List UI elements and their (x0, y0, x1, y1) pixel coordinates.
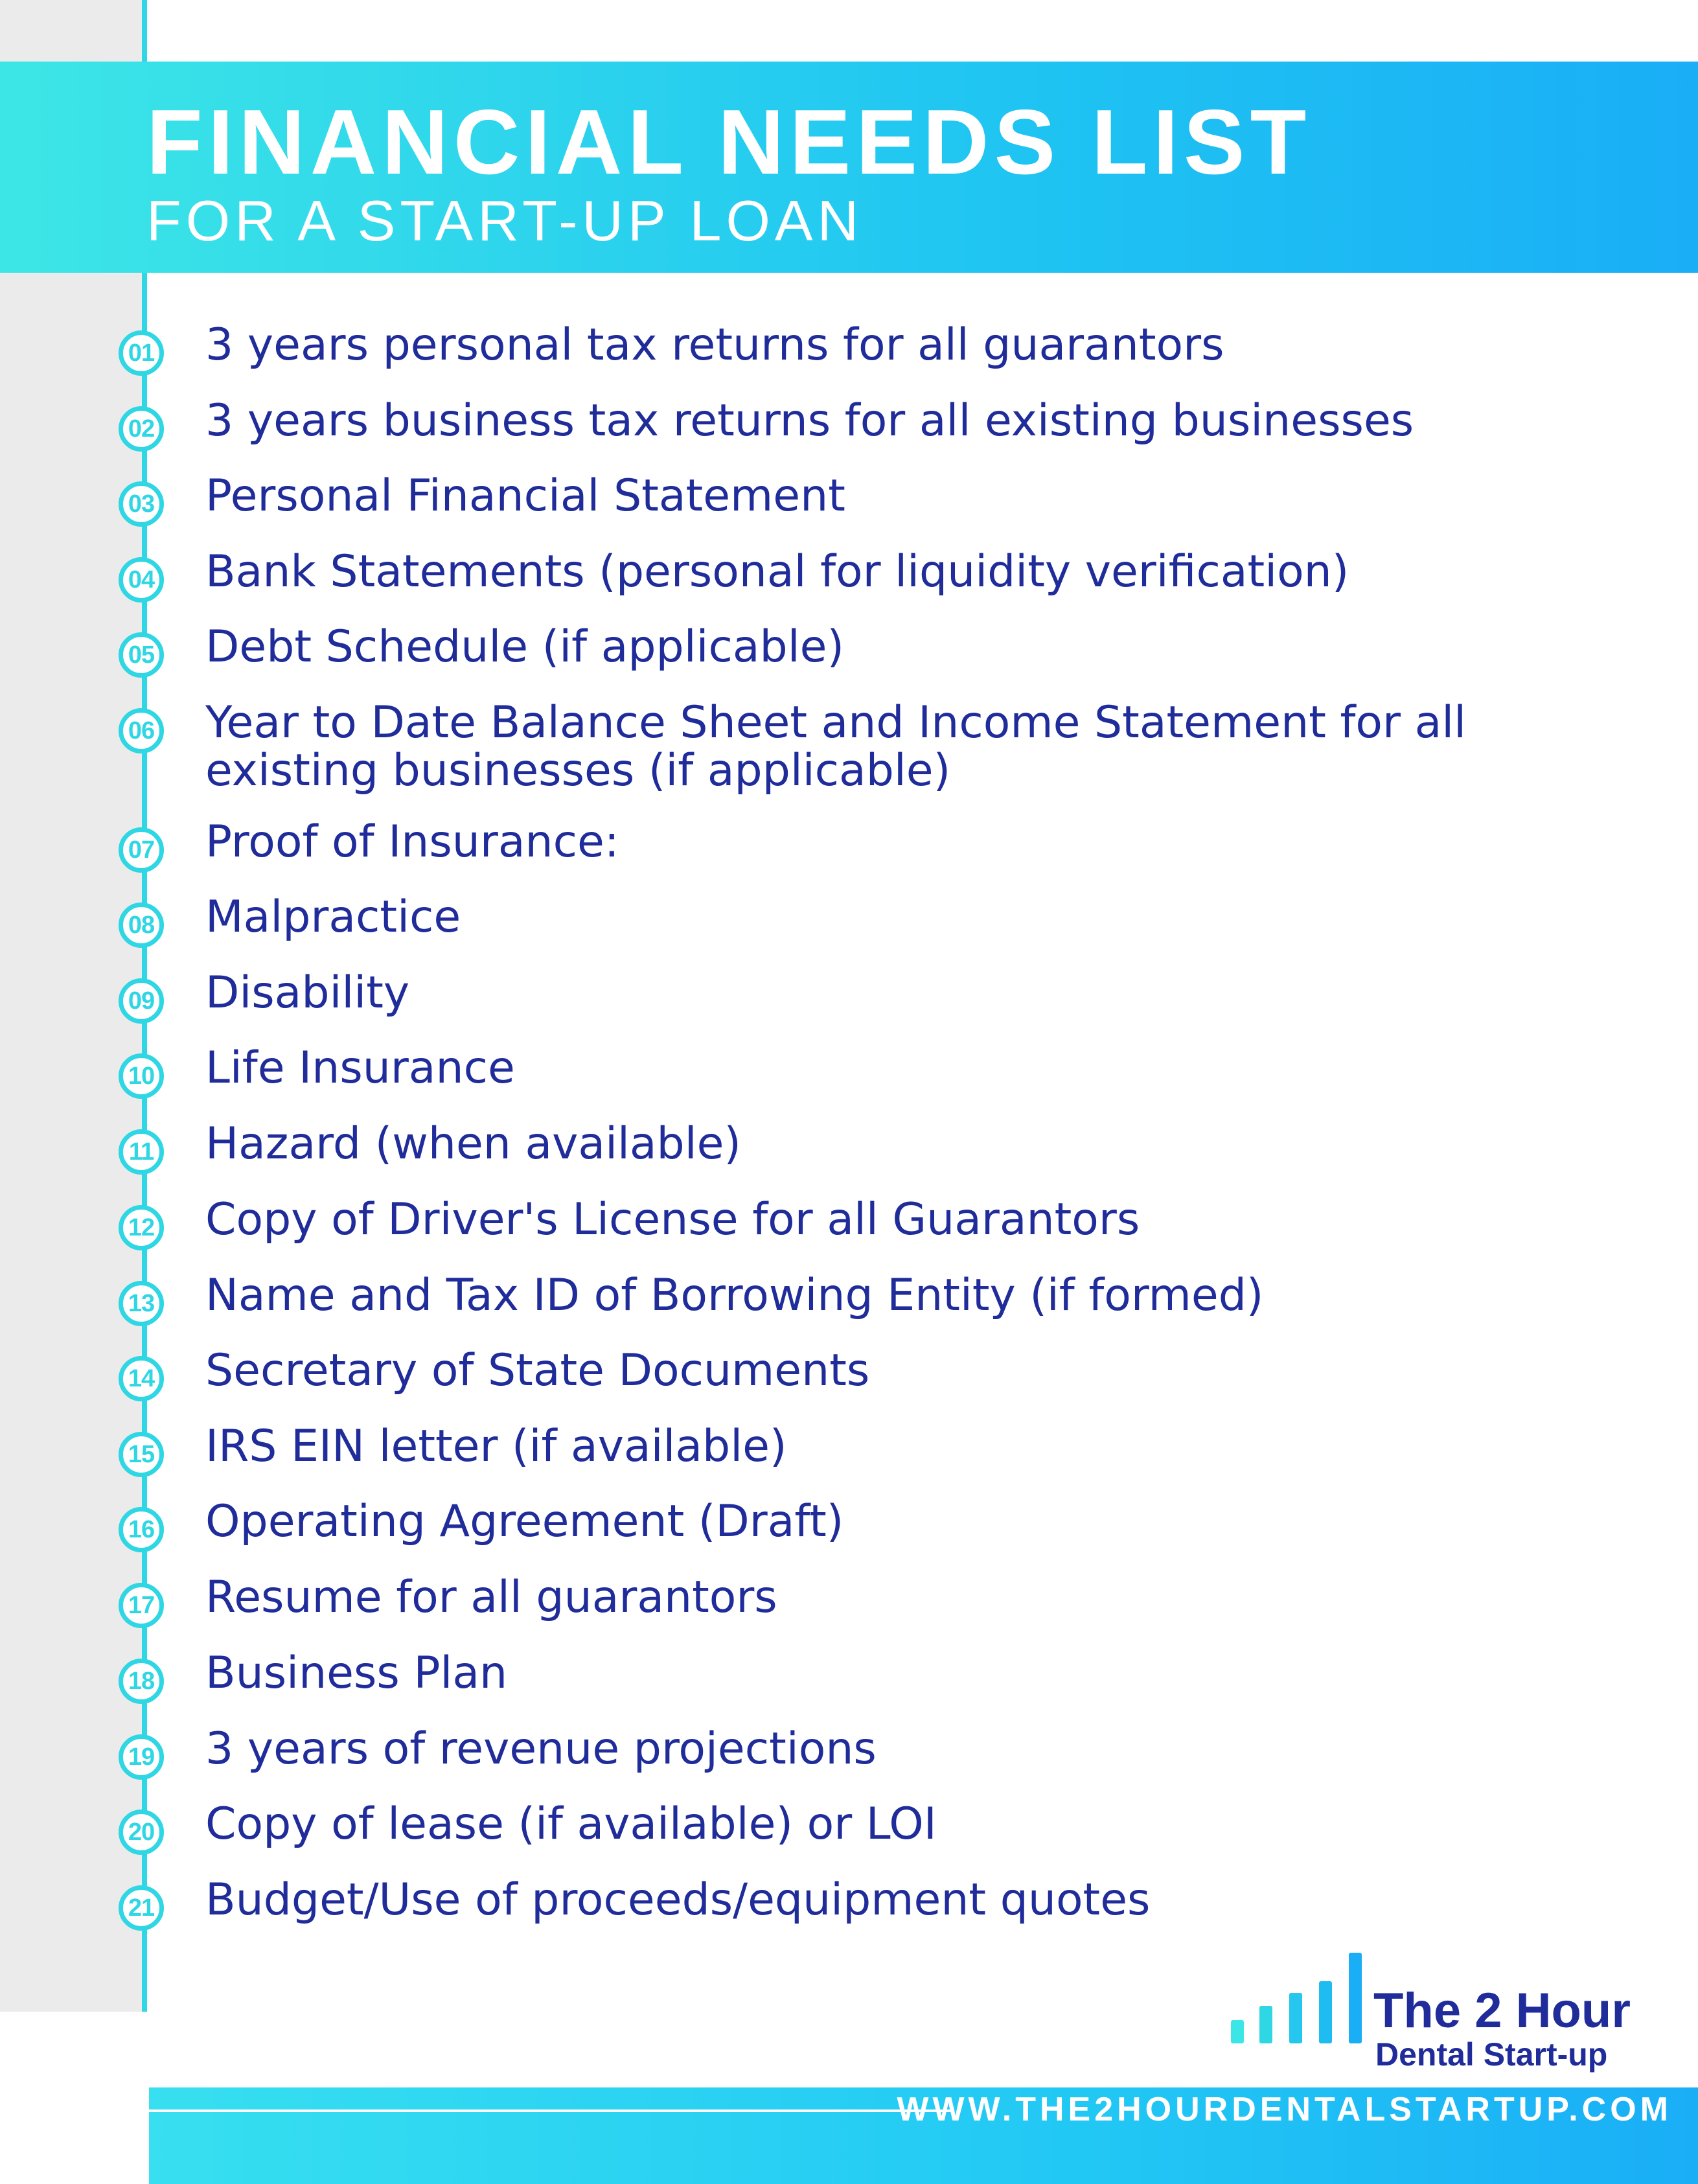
item-number-badge: 10 (119, 1053, 164, 1099)
item-text: Business Plan (205, 1648, 508, 1699)
logo-line-2: Dental Start-up (1375, 2036, 1608, 2073)
item-text: IRS EIN letter (if available) (205, 1421, 787, 1472)
item-text: 3 years of revenue projections (205, 1723, 877, 1775)
item-number-badge: 06 (119, 708, 164, 753)
item-number-badge: 08 (119, 902, 164, 948)
logo-line-1: The 2 Hour (1373, 1983, 1631, 2038)
website-link[interactable]: WWW.THE2HOURDENTALSTARTUP.COM (897, 2091, 1672, 2128)
item-number-badge: 12 (119, 1205, 164, 1250)
item-number-badge: 19 (119, 1734, 164, 1780)
footer-divider (149, 2109, 952, 2112)
item-text: Year to Date Balance Sheet and Income Statement for all existing businesses (if applicable) (205, 697, 1467, 796)
item-number-badge: 02 (119, 406, 164, 452)
item-number-badge: 01 (119, 330, 164, 376)
item-text: Debt Schedule (if applicable) (205, 621, 844, 672)
item-number-badge: 21 (119, 1885, 164, 1931)
item-number-badge: 17 (119, 1583, 164, 1628)
item-number-badge: 15 (119, 1432, 164, 1477)
item-text: Bank Statements (personal for liquidity verification) (205, 546, 1349, 597)
item-number-badge: 20 (119, 1810, 164, 1855)
item-text: Resume for all guarantors (205, 1572, 777, 1623)
item-text: Operating Agreement (Draft) (205, 1496, 844, 1547)
item-number-badge: 09 (119, 978, 164, 1024)
item-number-badge: 14 (119, 1356, 164, 1401)
item-text: Personal Financial Statement (205, 470, 845, 522)
item-number-badge: 16 (119, 1507, 164, 1552)
item-text: Malpractice (205, 891, 461, 943)
bar-chart-icon (1230, 1951, 1372, 2068)
item-text: 3 years business tax returns for all existing businesses (205, 395, 1414, 446)
item-number-badge: 13 (119, 1281, 164, 1326)
item-text: Copy of lease (if available) or LOI (205, 1799, 937, 1850)
item-text: Disability (205, 967, 410, 1018)
item-text: Proof of Insurance: (205, 816, 619, 868)
item-number-badge: 07 (119, 827, 164, 873)
item-text: Hazard (when available) (205, 1118, 741, 1169)
item-text: 3 years personal tax returns for all guarantors (205, 319, 1224, 371)
page-title: FINANCIAL NEEDS LIST (146, 91, 1312, 194)
item-text: Budget/Use of proceeds/equipment quotes (205, 1874, 1151, 1925)
item-number-badge: 03 (119, 481, 164, 527)
item-text: Life Insurance (205, 1042, 515, 1094)
item-text: Secretary of State Documents (205, 1345, 870, 1396)
item-number-badge: 04 (119, 557, 164, 603)
page-subtitle: FOR A START-UP LOAN (146, 189, 864, 253)
item-text: Name and Tax ID of Borrowing Entity (if formed) (205, 1270, 1264, 1321)
item-number-badge: 18 (119, 1659, 164, 1704)
item-text: Copy of Driver's License for all Guarantors (205, 1194, 1140, 1245)
item-number-badge: 11 (119, 1129, 164, 1175)
item-number-badge: 05 (119, 632, 164, 678)
brand-logo (1230, 1951, 1683, 2073)
